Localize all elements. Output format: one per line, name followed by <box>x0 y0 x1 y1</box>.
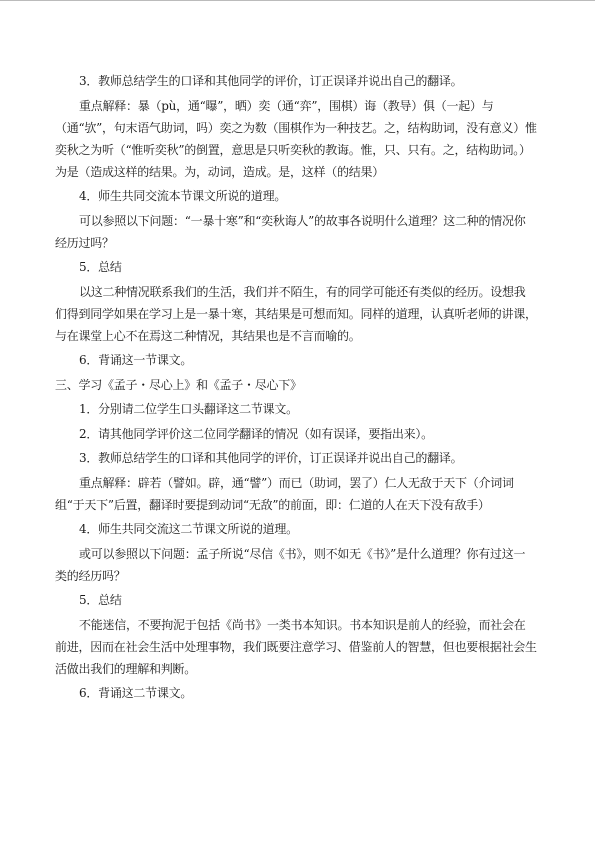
step-4-discussion: 4．师生共同交流本节课文所说的道理。 <box>79 189 287 203</box>
top-border-line <box>0 0 595 1</box>
step-6-recite: 6．背诵这一节课文。 <box>79 353 193 367</box>
step-3-summary-2: 3．教师总结学生的口译和其他同学的评价，订正误译并说出自己的翻译。 <box>79 451 463 465</box>
summary-paragraph-2: 不能迷信，不要拘泥于包括《尚书》一类书本知识。书本知识是前人的经验，而社会在前进，因而在社会生活中处理事物，我们既要注意学习、借鉴前人的智慧，但也要根据社会生活做出我们的理解和判断。 <box>55 617 537 676</box>
step-5-heading-2: 5．总结 <box>79 593 122 607</box>
step-6-recite-2: 6．背诵这二节课文。 <box>79 686 193 700</box>
key-explanation-1: 重点解释：暴（pù，通“曝”，晒）奕（通“弈”，围棋）诲（教导）俱（一起）与（通“欤”，句末语气助词，吗）奕之为数（围棋作为一种技艺。之，结构助词，没有意义）惟奕秋之为听（“惟听奕秋”的倒置，意思是只听奕秋的教诲。惟，只、只有。之，结构助词。）为是（造成这样的结果。为，动词，造成。是，这样（的结果） <box>55 98 537 179</box>
step-3-summary: 3．教师总结学生的口译和其他同学的评价，订正误译并说出自己的翻译。 <box>79 74 463 88</box>
step-1-translate: 1．分别请二位学生口头翻译这二节课文。 <box>79 402 298 416</box>
key-explanation-2: 重点解释：辟若（譬如。辟，通“譬”）而已（助词，罢了）仁人无敌于天下（介词词组“于天下”后置，翻译时要提到动词“无敌”的前面，即：仁道的人在天下没有敌手） <box>55 475 514 512</box>
document-body <box>55 70 537 707</box>
step-2-evaluate: 2．请其他同学评价这二位同学翻译的情况（如有误译，要指出来）。 <box>79 426 433 441</box>
discussion-question-1: 可以参照以下问题：“一暴十寒”和“奕秋诲人”的故事各说明什么道理？这二种的情况你经历过吗？ <box>55 213 526 250</box>
section-3-heading: 三、学习《孟子・尽心上》和《孟子・尽心下》 <box>55 377 302 392</box>
discussion-question-2: 或可以参照以下问题：孟子所说“尽信《书》，则不如无《书》”是什么道理？你有过这一类的经历吗？ <box>55 546 526 583</box>
summary-paragraph-1: 以这二种情况联系我们的生活，我们并不陌生，有的同学可能还有类似的经历。设想我们得到同学如果在学习上是一暴十寒，其结果是可想而知。同样的道理，认真听老师的讲课，与在课堂上心不在焉这二种情况，其结果也是不言而喻的。 <box>55 284 537 343</box>
step-5-heading: 5．总结 <box>79 260 122 274</box>
step-4-discussion-2: 4．师生共同交流这二节课文所说的道理。 <box>79 522 298 536</box>
